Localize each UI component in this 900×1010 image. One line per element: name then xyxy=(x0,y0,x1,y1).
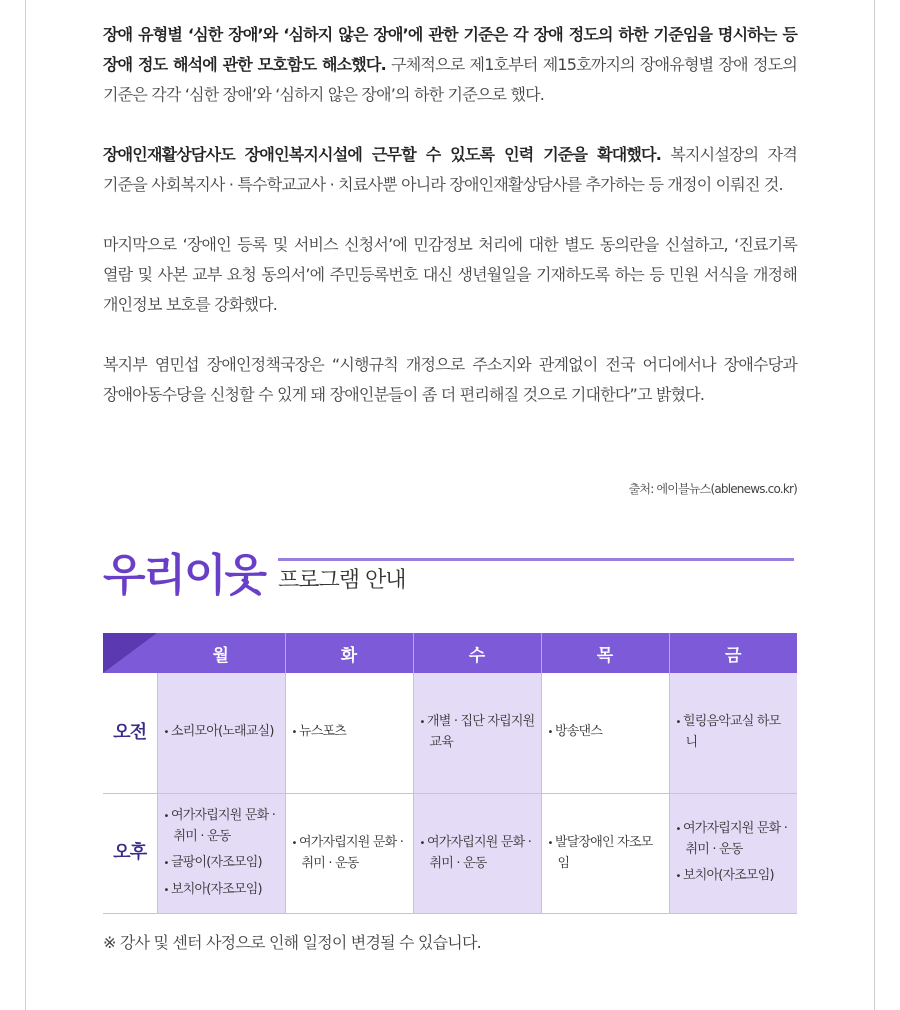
paragraph xyxy=(103,20,797,110)
schedule-cell xyxy=(413,793,541,913)
source-credit: 출처: 에이블뉴스(ablenews.co.kr) xyxy=(628,482,797,496)
program-item: • 발달장애인 자조모임 xyxy=(548,833,663,874)
schedule-table xyxy=(103,633,797,914)
day-header: 월 xyxy=(157,633,285,673)
schedule-cell xyxy=(541,793,669,913)
day-header: 화 xyxy=(285,633,413,673)
schedule-cell xyxy=(669,793,797,913)
program-item: • 보치아(자조모임) xyxy=(676,866,792,887)
paragraph-text: 구체적으로 제1호부터 제15호까지의 장애유형별 장애 정도의 기준은 각각 ‘심한 장애’와 ‘심하지 않은 장애’의 하한 기준으로 했다. xyxy=(103,55,797,104)
schedule-cell xyxy=(285,793,413,913)
paragraph-bold: 장애 유형별 ‘심한 장애’와 ‘심하지 않은 장애’에 관한 기준은 각 장애 정도의 하한 기준임을 명시하는 등 장애 정도 해석에 관한 모호함도 해소했다. xyxy=(103,25,797,74)
day-header: 수 xyxy=(413,633,541,673)
row-label: 오후 xyxy=(103,793,157,913)
article-body xyxy=(103,20,797,440)
schedule-cell xyxy=(157,673,285,793)
paragraph xyxy=(103,230,797,320)
header-corner xyxy=(103,633,157,673)
program-heading xyxy=(103,548,797,608)
schedule-header-row xyxy=(103,633,797,673)
schedule-row-afternoon xyxy=(103,793,797,913)
schedule-note: ※ 강사 및 센터 사정으로 인해 일정이 변경될 수 있습니다. xyxy=(103,933,481,952)
schedule-row-morning xyxy=(103,673,797,793)
program-item: • 보치아(자조모임) xyxy=(164,880,279,901)
program-item: • 여가자립지원 문화 · 취미 · 운동 xyxy=(420,833,535,874)
paragraph-text: 복지부 염민섭 장애인정책국장은 “시행규칙 개정으로 주소지와 관계없이 전국 어디에서나 장애수당과 장애아동수당을 신청할 수 있게 돼 장애인분들이 좀 더 편리해질 것으로 기대한다”고 밝혔다. xyxy=(103,355,797,404)
program-item: • 여가자립지원 문화 · 취미 · 운동 xyxy=(292,833,407,874)
program-item: • 글팡이(자조모임) xyxy=(164,853,279,874)
day-header: 금 xyxy=(669,633,797,673)
program-item: • 여가자립지원 문화 · 취미 · 운동 xyxy=(676,819,792,860)
section-subtitle: 프로그램 안내 xyxy=(278,568,406,593)
paragraph-bold: 장애인재활상담사도 장애인복지시설에 근무할 수 있도록 인력 기준을 확대했다. xyxy=(103,145,661,164)
schedule-cell xyxy=(413,673,541,793)
program-item: • 뉴스포츠 xyxy=(292,722,407,743)
title-rule xyxy=(278,558,794,561)
program-item: • 소리모아(노래교실) xyxy=(164,722,279,743)
schedule-cell xyxy=(541,673,669,793)
schedule-cell xyxy=(285,673,413,793)
program-item: • 여가자립지원 문화 · 취미 · 운동 xyxy=(164,806,279,847)
program-item: • 힐링음악교실 하모니 xyxy=(676,712,792,753)
day-header: 목 xyxy=(541,633,669,673)
row-label: 오전 xyxy=(103,673,157,793)
section-title: 우리이웃 xyxy=(103,550,266,601)
paragraph-text: 마지막으로 ‘장애인 등록 및 서비스 신청서’에 민감정보 처리에 대한 별도 동의란을 신설하고, ‘진료기록 열람 및 사본 교부 요청 동의서’에 주민등록번호 대신 생년월일을 기재하도록 하는 등 민원 서식을 개정해 개인정보 보호를 강화했다. xyxy=(103,235,797,314)
program-item: • 개별 · 집단 자립지원교육 xyxy=(420,712,535,753)
schedule-cell xyxy=(157,793,285,913)
paragraph xyxy=(103,350,797,410)
paragraph-text: 복지시설장의 자격 기준을 사회복지사 · 특수학교교사 · 치료사뿐 아니라 장애인재활상담사를 추가하는 등 개정이 이뤄진 것. xyxy=(103,145,797,194)
program-item: • 방송댄스 xyxy=(548,722,663,743)
schedule-cell xyxy=(669,673,797,793)
corner-triangle xyxy=(103,633,157,673)
paragraph xyxy=(103,140,797,200)
